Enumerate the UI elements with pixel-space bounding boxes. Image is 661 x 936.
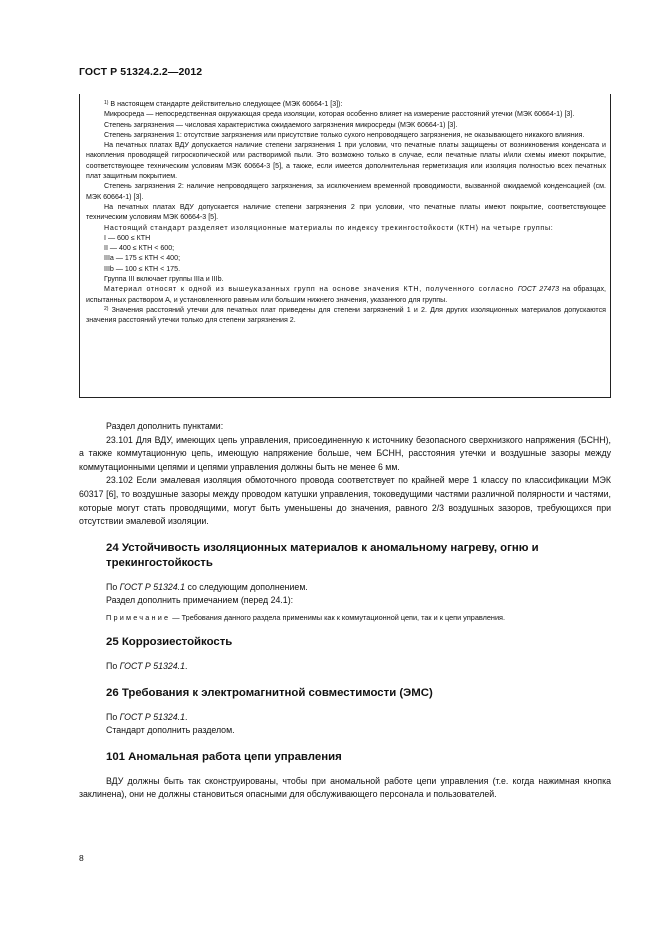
section-25-ref xyxy=(79,660,611,674)
section-26-ref-post: . xyxy=(185,711,188,722)
section-26-ref xyxy=(79,711,611,725)
footnote-1-intro: В настоящем стандарте действительно следующее (МЭК 60664-1 [3]): xyxy=(108,100,343,108)
section-26-heading: 26 Требования к электромагнитной совместимости (ЭМС) xyxy=(106,686,433,699)
fn-material-text-b: на образцах, испытанных раствором А, и установленного равным или большим нижнего значения, указанного для группы. xyxy=(86,285,606,304)
footnote-1-mark: 1) xyxy=(104,100,109,106)
clause-23-102: 23.102 Если эмалевая изоляция обмоточного провода соответствует по крайней мере 1 классу по классификации МЭК 60317 [6], то воздушные зазоры между проводом катушки управления, токоведущими частями различной полярности и частями, которые могут стать проводящими, могут быть уменьшены до значения, равного 2/3 воздушных зазоров, требующихся при отсутствии эмалевой изоляции. xyxy=(79,475,611,527)
fn-group-3b: IIIb — 100 ≤ КТН < 175. xyxy=(104,264,181,273)
fn-material xyxy=(86,284,606,305)
fn-pollution-degree-2: Степень загрязнения 2: наличие непроводящего загрязнения, за исключением временной проводимости, вызванной ожидаемой конденсацией (см. МЭК 60664-1) [3]. xyxy=(86,182,606,201)
section-101-text: ВДУ должны быть так сконструированы, чтобы при аномальной работе цепи управления (т.е. когда нажимная кнопка заклинена), они не должны становиться опасными для обслуживающего персонала и пользователей. xyxy=(79,775,611,800)
fn-group-1: I — 600 ≤ КТН xyxy=(104,233,151,242)
section-24-ref xyxy=(79,581,611,595)
section-26-ref-pre: По xyxy=(106,711,120,722)
section-101-heading: 101 Аномальная работа цепи управления xyxy=(106,750,342,763)
fn-material-reference: ГОСТ 27473 xyxy=(517,285,560,294)
fn-group-2: II — 400 ≤ КТН < 600; xyxy=(104,244,175,253)
section-24-note xyxy=(79,612,611,623)
section-26-standard-link: ГОСТ Р 51324.1 xyxy=(119,711,185,722)
fn-microenvironment: Микросреда — непосредственная окружающая среда изоляции, которая особенно влияет на измерение расстояний утечки (МЭК 60664-1) [3]. xyxy=(104,110,575,119)
section-24-ref-pre: По xyxy=(106,581,120,592)
note-text: — Требования данного раздела применимы как к коммутационной цепи, так и к цепи управления. xyxy=(170,612,506,622)
section-24-add-note: Раздел дополнить примечанием (перед 24.1): xyxy=(106,595,294,606)
footnote-2-text: Значения расстояний утечки для печатных плат приведены для степени загрязнений 1 и 2. Для других изоляционных материалов допускаются значения расстояний утечки только для степени загрязнения 2. xyxy=(86,305,606,325)
add-items-text: Раздел дополнить пунктами: xyxy=(106,421,224,431)
fn-groups-intro: Настоящий стандарт разделяет изоляционные материалы по индексу трекингостойкости (КТН) на четыре группы: xyxy=(104,223,554,232)
fn-group-3a: IIIa — 175 ≤ КТН < 400; xyxy=(104,254,181,263)
fn-pollution-degree: Степень загрязнения — числовая характеристика ожидаемого загрязнения микросреды (МЭК 60664-1) [3]. xyxy=(104,120,458,129)
clause-23-101: 23.101 Для ВДУ, имеющих цепь управления, присоединенную к источнику безопасного сверхнизкого напряжения (БСНН), а также коммутационную цепь, имеющую напряжение больше, чем БСНН, расстояния утечки и воздушные зазоры между коммутационными цепями и цепями управления должны быть не менее 6 мм. xyxy=(79,434,611,472)
fn-pollution-degree-1: Степень загрязнения 1: отсутствие загрязнения или присутствие только сухого непроводящего загрязнения, не оказывающего никакого влияния. xyxy=(104,130,585,139)
section-25-ref-post: . xyxy=(185,660,188,671)
section-24-ref-post: со следующим дополнением. xyxy=(185,581,308,592)
footnote-1 xyxy=(86,99,606,109)
section-25-ref-pre: По xyxy=(106,660,120,671)
note-label: Примечание xyxy=(106,612,171,622)
footnote-2 xyxy=(86,305,606,326)
section-25-heading: 25 Коррозиестойкость xyxy=(106,635,233,648)
document-body xyxy=(79,420,611,802)
section-26-add-note: Стандарт дополнить разделом. xyxy=(106,725,235,736)
document-header: ГОСТ Р 51324.2.2—2012 xyxy=(79,66,203,78)
fn-pollution-degree-2-vdu: На печатных платах ВДУ допускается наличие степени загрязнения 2 при условии, что печатные платы имеют покрытие, соответствующее техническим условиям МЭК 60664-3 [5]. xyxy=(86,202,606,222)
section-24-standard-link: ГОСТ Р 51324.1 xyxy=(119,581,185,592)
section-24-heading: 24 Устойчивость изоляционных материалов к аномальному нагреву, огню и трекингостойкость xyxy=(106,541,539,569)
fn-pollution-degree-1-vdu: На печатных платах ВДУ допускается наличие степени загрязнения 1 при условии, что печатные платы защищены от возникновения конденсата и накопления проводящей гигроскопической или растворимой пыли. Это возможно только в случае, если печатные платы и/или схемы имеют покрытие, соответствующее техническим условиям МЭК 60664-3 [5], а также, если имеется дополнительная герметизация или изоляция полностью всех печатных плат защитным покрытием. xyxy=(86,141,606,181)
footnotes-box xyxy=(79,94,611,398)
footnote-2-mark: 2) xyxy=(104,305,109,312)
page-number: 8 xyxy=(79,853,84,863)
fn-group-3-note: Группа III включает группы IIIa и IIIb. xyxy=(104,275,224,284)
section-25-standard-link: ГОСТ Р 51324.1 xyxy=(119,660,185,671)
fn-material-text-a: Материал относят к одной из вышеуказанных групп на основе значения КТН, полученного согласно xyxy=(104,285,518,294)
